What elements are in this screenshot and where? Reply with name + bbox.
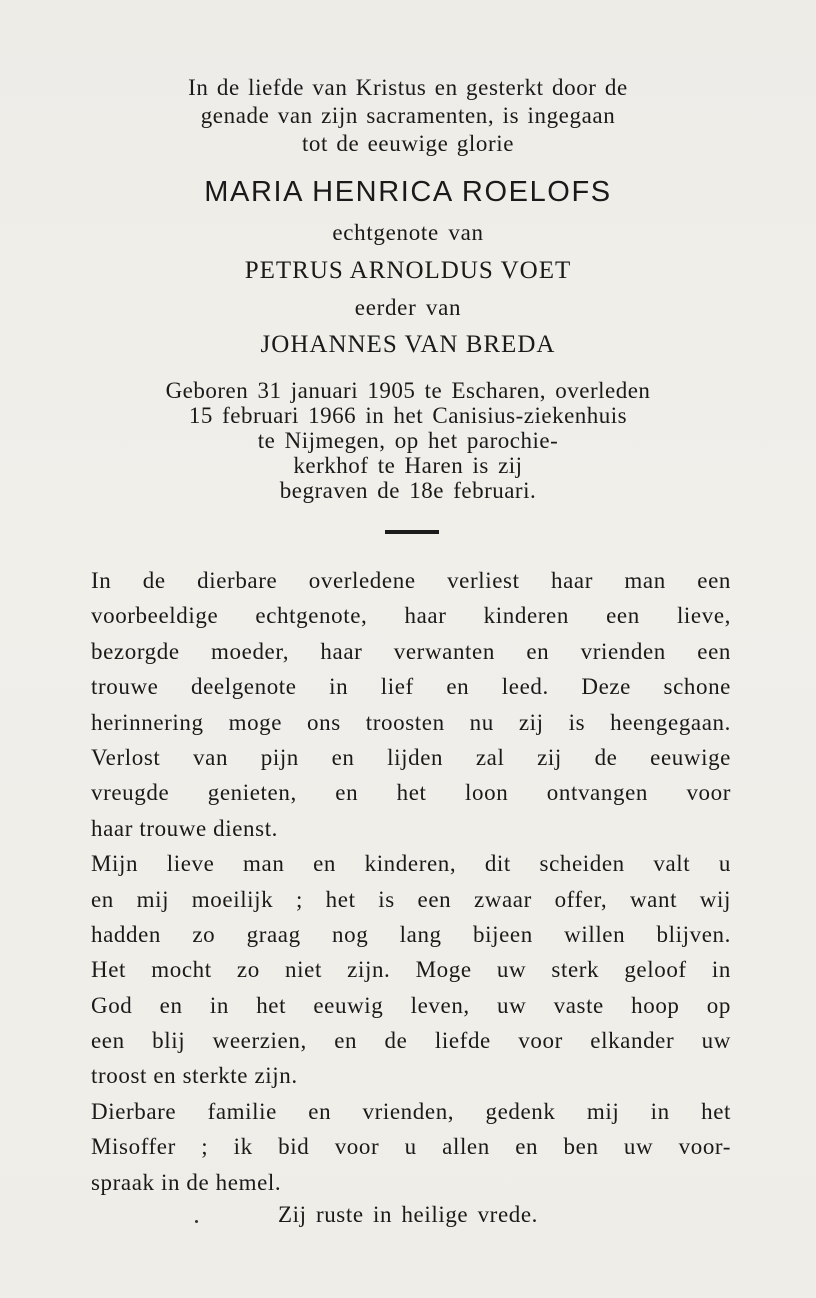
text-line: Dierbare familie en vrienden, gedenk mij in het bbox=[91, 1098, 731, 1124]
text-line: God en in het eeuwig leven, uw vaste hoop op bbox=[91, 992, 731, 1018]
deceased-name: MARIA HENRICA ROELOFS bbox=[204, 176, 612, 208]
text-line: trouwe deelgenote in lief en leed. Deze schone bbox=[91, 674, 731, 700]
text-line: troost en sterkte zijn. bbox=[91, 1063, 298, 1089]
text-line: bezorgde moeder, haar verwanten en vrienden een bbox=[91, 638, 731, 664]
details-line: 15 februari 1966 in het Canisius-ziekenhuis bbox=[188, 403, 628, 428]
text-line: Verlost van pijn en lijden zal zij de eeuwige bbox=[91, 744, 731, 770]
divider bbox=[385, 530, 439, 534]
text-line: In de dierbare overledene verliest haar man een bbox=[91, 568, 731, 593]
text-line: een blij weerzien, en de liefde voor elkander uw bbox=[91, 1028, 731, 1054]
intro-text bbox=[0, 74, 816, 158]
text-line: herinnering moge ons troosten nu zij is heengegaan. bbox=[91, 709, 731, 735]
intro-line: In de liefde van Kristus en gesterkt door de bbox=[188, 75, 628, 100]
details-line: Geboren 31 januari 1905 te Escharen, overleden bbox=[165, 378, 651, 403]
details-line: begraven de 18e februari. bbox=[279, 478, 537, 503]
text-line: Mijn lieve man en kinderen, dit scheiden valt u bbox=[91, 851, 731, 877]
relation-label: eerder van bbox=[354, 295, 462, 320]
text-line: hadden zo graag nog lang bijeen willen blijven. bbox=[91, 921, 731, 947]
details-line: kerkhof te Haren is zij bbox=[293, 453, 523, 478]
text-line: Misoffer ; ik bid voor u allen en ben uw voor- bbox=[91, 1134, 731, 1160]
relation-label: echtgenote van bbox=[332, 220, 484, 245]
birth-death-details bbox=[0, 378, 816, 503]
text-line: Het mocht zo niet zijn. Moge uw sterk geloof in bbox=[91, 957, 731, 983]
card-header bbox=[0, 74, 816, 503]
text-line: en mij moeilijk ; het is een zwaar offer, want wij bbox=[91, 886, 731, 912]
text-line: haar trouwe dienst. bbox=[91, 815, 279, 841]
closing-line: Zij ruste in heilige vrede. bbox=[277, 1202, 539, 1227]
former-spouse-name: JOHANNES VAN BREDA bbox=[260, 331, 556, 358]
text-line: vreugde genieten, en het loon ontvangen voor bbox=[91, 780, 731, 806]
intro-line: tot de eeuwige glorie bbox=[301, 131, 515, 156]
text-line: spraak in de hemel. bbox=[91, 1169, 282, 1195]
intro-line: genade van zijn sacramenten, is ingegaan bbox=[200, 103, 616, 128]
text-line: voorbeeldige echtgenote, haar kinderen een lieve, bbox=[91, 603, 731, 629]
memorial-text bbox=[91, 563, 731, 1200]
spouse-name: PETRUS ARNOLDUS VOET bbox=[244, 257, 572, 284]
details-line: te Nijmegen, op het parochie- bbox=[257, 428, 559, 453]
